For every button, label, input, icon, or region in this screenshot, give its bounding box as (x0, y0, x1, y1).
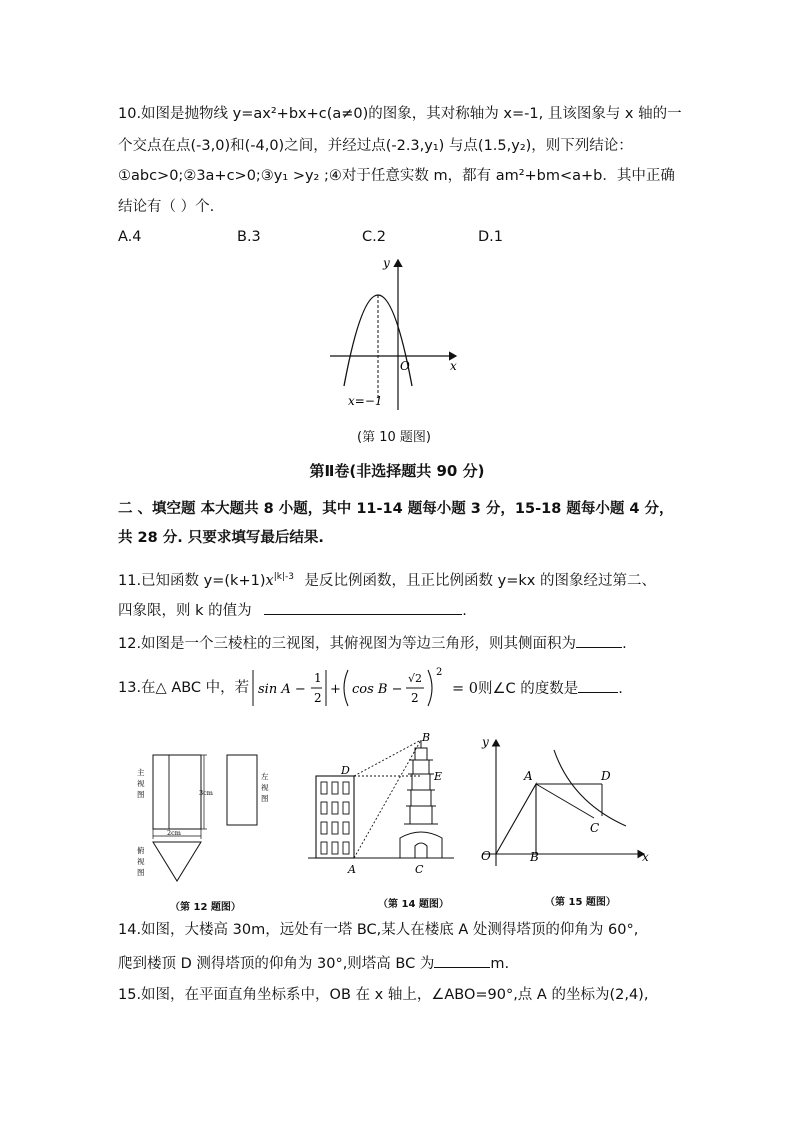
q15-line-1: 15.如图，在平面直角坐标系中，OB 在 x 轴上，∠ABO=90°,点 A 的坐标为(2,4), (118, 987, 649, 1003)
width-label: 2cm (167, 829, 181, 837)
fig15-caption: （第 15 题图） (545, 897, 616, 908)
q11-answer-blank[interactable] (264, 600, 462, 615)
q13-formula (248, 664, 453, 712)
front-view-rect (153, 755, 201, 829)
q11-line-2-text: 四象限，则 k 的值为 (118, 603, 252, 619)
section-2-instructions-line-2: 共 28 分. 只要求填写最后结果. (118, 530, 324, 546)
left-view-label: 左视图 (261, 772, 269, 803)
q13-sin-part: sin A − (258, 682, 306, 697)
q10-parabola-graph (320, 250, 480, 415)
label-e: E (434, 770, 443, 783)
q10-caption: (第 10 题图) (357, 430, 431, 445)
q13-equals: = 0 (452, 681, 478, 697)
q10-option-c: C.2 (362, 229, 386, 245)
q13-tail: = 0则∠C 的度数是 . (452, 678, 623, 699)
q11-post: 是反比例函数，且正比例函数 y=kx 的图象经过第二、 (304, 572, 656, 589)
q14-unit: m. (490, 956, 510, 972)
label-a: A (524, 769, 533, 783)
q13-line (118, 678, 249, 698)
label-c: C (590, 821, 600, 835)
section-2-instructions-line-1: 二 、填空题 本大题共 8 小题，其中 11-14 题每小题 3 分，15-18 题每小题 4 分， (118, 501, 674, 517)
q13-frac1-num: 1 (314, 671, 322, 685)
q12-text: 12.如图是一个三棱柱的三视图，其俯视图为等边三角形，则其侧面积为 (118, 636, 577, 652)
q11-exponent: |k|-3 (273, 572, 294, 582)
q13-square: 2 (436, 667, 443, 678)
q11-base: x (265, 572, 274, 589)
q11-line-2: 四象限，则 k 的值为 . (118, 600, 467, 621)
q11-pre: 11.已知函数 y=(k+1) (118, 572, 266, 589)
q10-option-d: D.1 (478, 229, 503, 245)
fig14-caption: （第 14 题图） (378, 899, 449, 910)
label-b: B (530, 850, 539, 864)
q11-line-1 (118, 567, 656, 591)
q13-answer-blank[interactable] (578, 678, 618, 693)
y-axis-label: y (383, 256, 390, 270)
label-y: y (482, 735, 489, 749)
label-o: O (481, 849, 491, 863)
origin-label: O (400, 359, 410, 373)
q13-post: 则∠C 的度数是 (477, 681, 579, 697)
triangle-oab (496, 784, 536, 854)
tower (400, 740, 442, 858)
segment-ac (536, 784, 594, 818)
q10-line-1: 10.如图是抛物线 y=ax²+bx+c(a≠0)的图象，其对称轴为 x=-1, 且该图象与 x 轴的一 (118, 106, 682, 122)
q13-frac2-den: 2 (411, 691, 419, 705)
q12-line: 12.如图是一个三棱柱的三视图，其俯视图为等边三角形，则其侧面积为 . (118, 633, 627, 654)
q13-plus: + (330, 682, 341, 697)
fig12-caption: （第 12 题图） (170, 902, 241, 913)
top-view-triangle (153, 842, 201, 881)
label-x: x (642, 850, 649, 864)
q14-line-2-text: 爬到楼顶 D 测得塔顶的仰角为 30°,则塔高 BC 为 (118, 956, 435, 972)
height-label: 3cm (199, 789, 213, 797)
label-b: B (422, 731, 431, 744)
fig12-three-views (135, 745, 295, 890)
q13-pre: 13.在△ ABC 中，若 (118, 680, 250, 696)
x-axis-label: x (450, 359, 457, 373)
q10-line-3: ①abc>0;②3a+c>0;③y₁ >y₂ ;④对于任意实数 m，都有 am²+bm<a+b．其中正确 (118, 168, 675, 184)
fig15-coordinate-diagram (476, 732, 656, 872)
building (316, 776, 354, 858)
q10-option-a: A.4 (118, 229, 142, 245)
label-a: A (348, 863, 356, 876)
q14-line-1: 14.如图，大楼高 30m，远处有一塔 BC,某人在楼底 A 处测得塔顶的仰角为 60°, (118, 922, 639, 938)
q14-line-2 (118, 953, 509, 974)
symmetry-axis-label: x=−1 (348, 394, 383, 408)
fig14-tower-diagram (308, 730, 456, 880)
q13-cos-part: cos B − (352, 682, 403, 697)
q12-answer-blank[interactable] (576, 633, 622, 648)
section-2-title: 第Ⅱ卷(非选择题共 90 分) (309, 462, 485, 480)
q13-frac1-den: 2 (314, 691, 322, 705)
hyperbola-curve (554, 750, 626, 826)
label-c: C (415, 863, 424, 876)
q10-line-2: 个交点在点(-3,0)和(-4,0)之间，并经过点(-2.3,y₁) 与点(1.5,y₂)，则下列结论： (118, 138, 633, 154)
q10-line-4: 结论有（ ）个. (118, 199, 215, 215)
q14-answer-blank[interactable] (434, 953, 490, 968)
top-view-label: 俯视图 (137, 846, 145, 877)
q10-option-b: B.3 (237, 229, 261, 245)
left-view-rect (227, 755, 257, 825)
front-view-label: 主视图 (137, 768, 145, 799)
label-d: D (341, 764, 350, 777)
q13-frac2-num: √2 (408, 672, 423, 685)
label-d: D (601, 769, 611, 783)
